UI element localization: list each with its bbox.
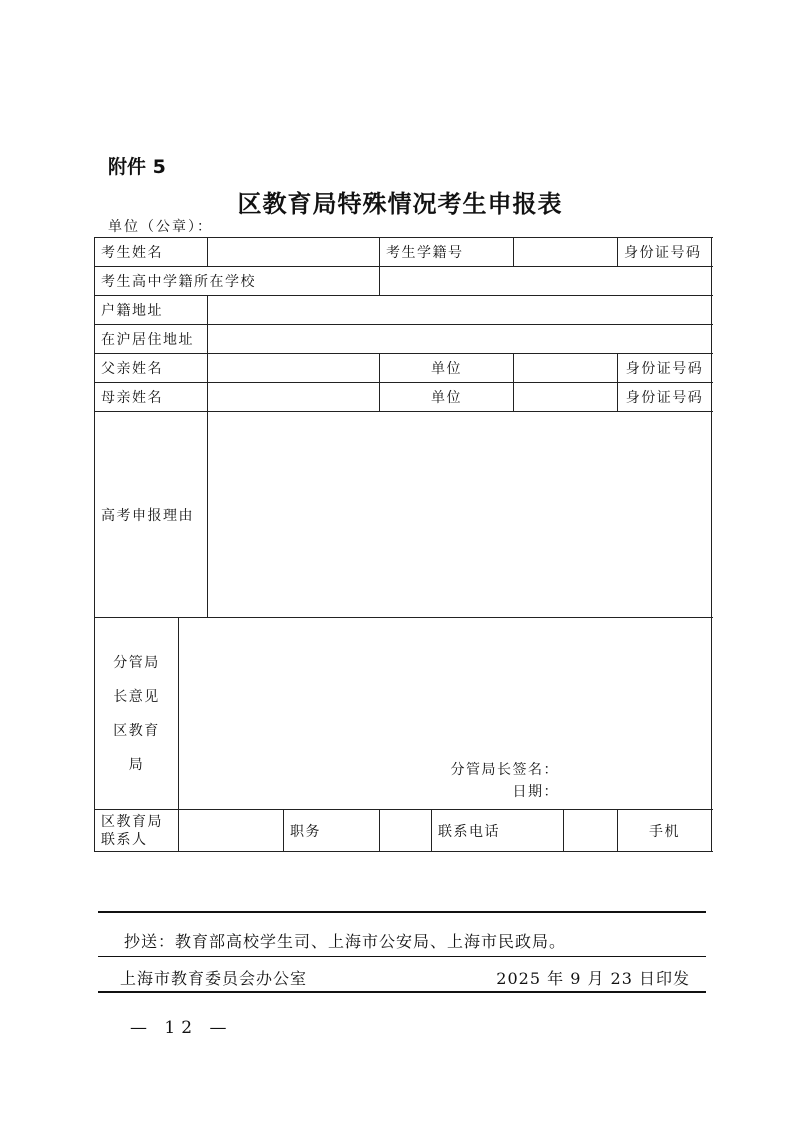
print-date: 2025 年 9 月 23 日印发 [496,969,690,988]
footer-rule-top [98,911,706,913]
father-id-label: 身份证号码 [618,354,712,383]
opinion-label [95,618,179,810]
attachment-label: 附件 5 [108,156,166,178]
mother-name-label: 母亲姓名 [95,383,208,412]
shanghai-address-field[interactable] [208,325,712,354]
issuing-office: 上海市教育委员会办公室 [120,969,308,988]
mother-employer-field[interactable] [514,383,618,412]
contact-label [95,810,179,852]
father-employer-label: 单位 [380,354,514,383]
opinion-label-line: 局 [128,756,145,773]
mother-name-field[interactable] [208,383,380,412]
household-address-label: 户籍地址 [95,296,208,325]
student-id-field[interactable] [514,238,618,267]
row-household-address [95,296,712,325]
student-id-label: 考生学籍号 [380,238,514,267]
row-school [95,267,712,296]
signature-label: 分管局长签名： [450,762,559,778]
father-name-field[interactable] [208,354,380,383]
row-student [95,238,712,267]
application-form-table [94,237,712,852]
father-name-label: 父亲姓名 [95,354,208,383]
row-shanghai-address [95,325,712,354]
form-title: 区教育局特殊情况考生申报表 [237,189,563,218]
father-employer-field[interactable] [514,354,618,383]
footer-rule-middle [98,956,706,957]
opinion-field[interactable] [179,618,712,810]
phone-field[interactable] [564,810,618,852]
signature-block [451,759,560,803]
reason-field[interactable] [208,412,712,618]
mother-id-label: 身份证号码 [618,383,712,412]
row-opinion [95,618,712,810]
reason-label: 高考申报理由 [95,412,208,618]
mobile-label: 手机 [618,810,712,852]
contact-name-field[interactable] [179,810,284,852]
position-field[interactable] [380,810,432,852]
row-reason [95,412,712,618]
row-father [95,354,712,383]
mother-employer-label: 单位 [380,383,514,412]
page-number: — 12 — [130,1018,233,1038]
contact-label-line: 联系人 [101,831,148,848]
row-mother [95,383,712,412]
cc-line: 抄送：教育部高校学生司、上海市公安局、上海市民政局。 [124,932,567,951]
row-contact [95,810,712,852]
contact-label-line: 区教育局 [101,813,163,830]
shanghai-address-label: 在沪居住地址 [95,325,208,354]
opinion-label-line: 分管局 [113,654,160,671]
footer-rule-bottom [98,991,706,993]
unit-seal-label: 单位（公章）： [108,219,213,235]
phone-label: 联系电话 [432,810,564,852]
opinion-label-line: 长意见 [113,688,160,705]
household-address-field[interactable] [208,296,712,325]
student-name-field[interactable] [208,238,380,267]
id-number-label: 身份证号码 [618,238,712,267]
opinion-label-line: 区教育 [113,722,160,739]
school-field[interactable] [380,267,712,296]
school-label: 考生高中学籍所在学校 [95,267,380,296]
student-name-label: 考生姓名 [95,238,208,267]
position-label: 职务 [284,810,380,852]
date-label: 日期： [512,784,559,800]
